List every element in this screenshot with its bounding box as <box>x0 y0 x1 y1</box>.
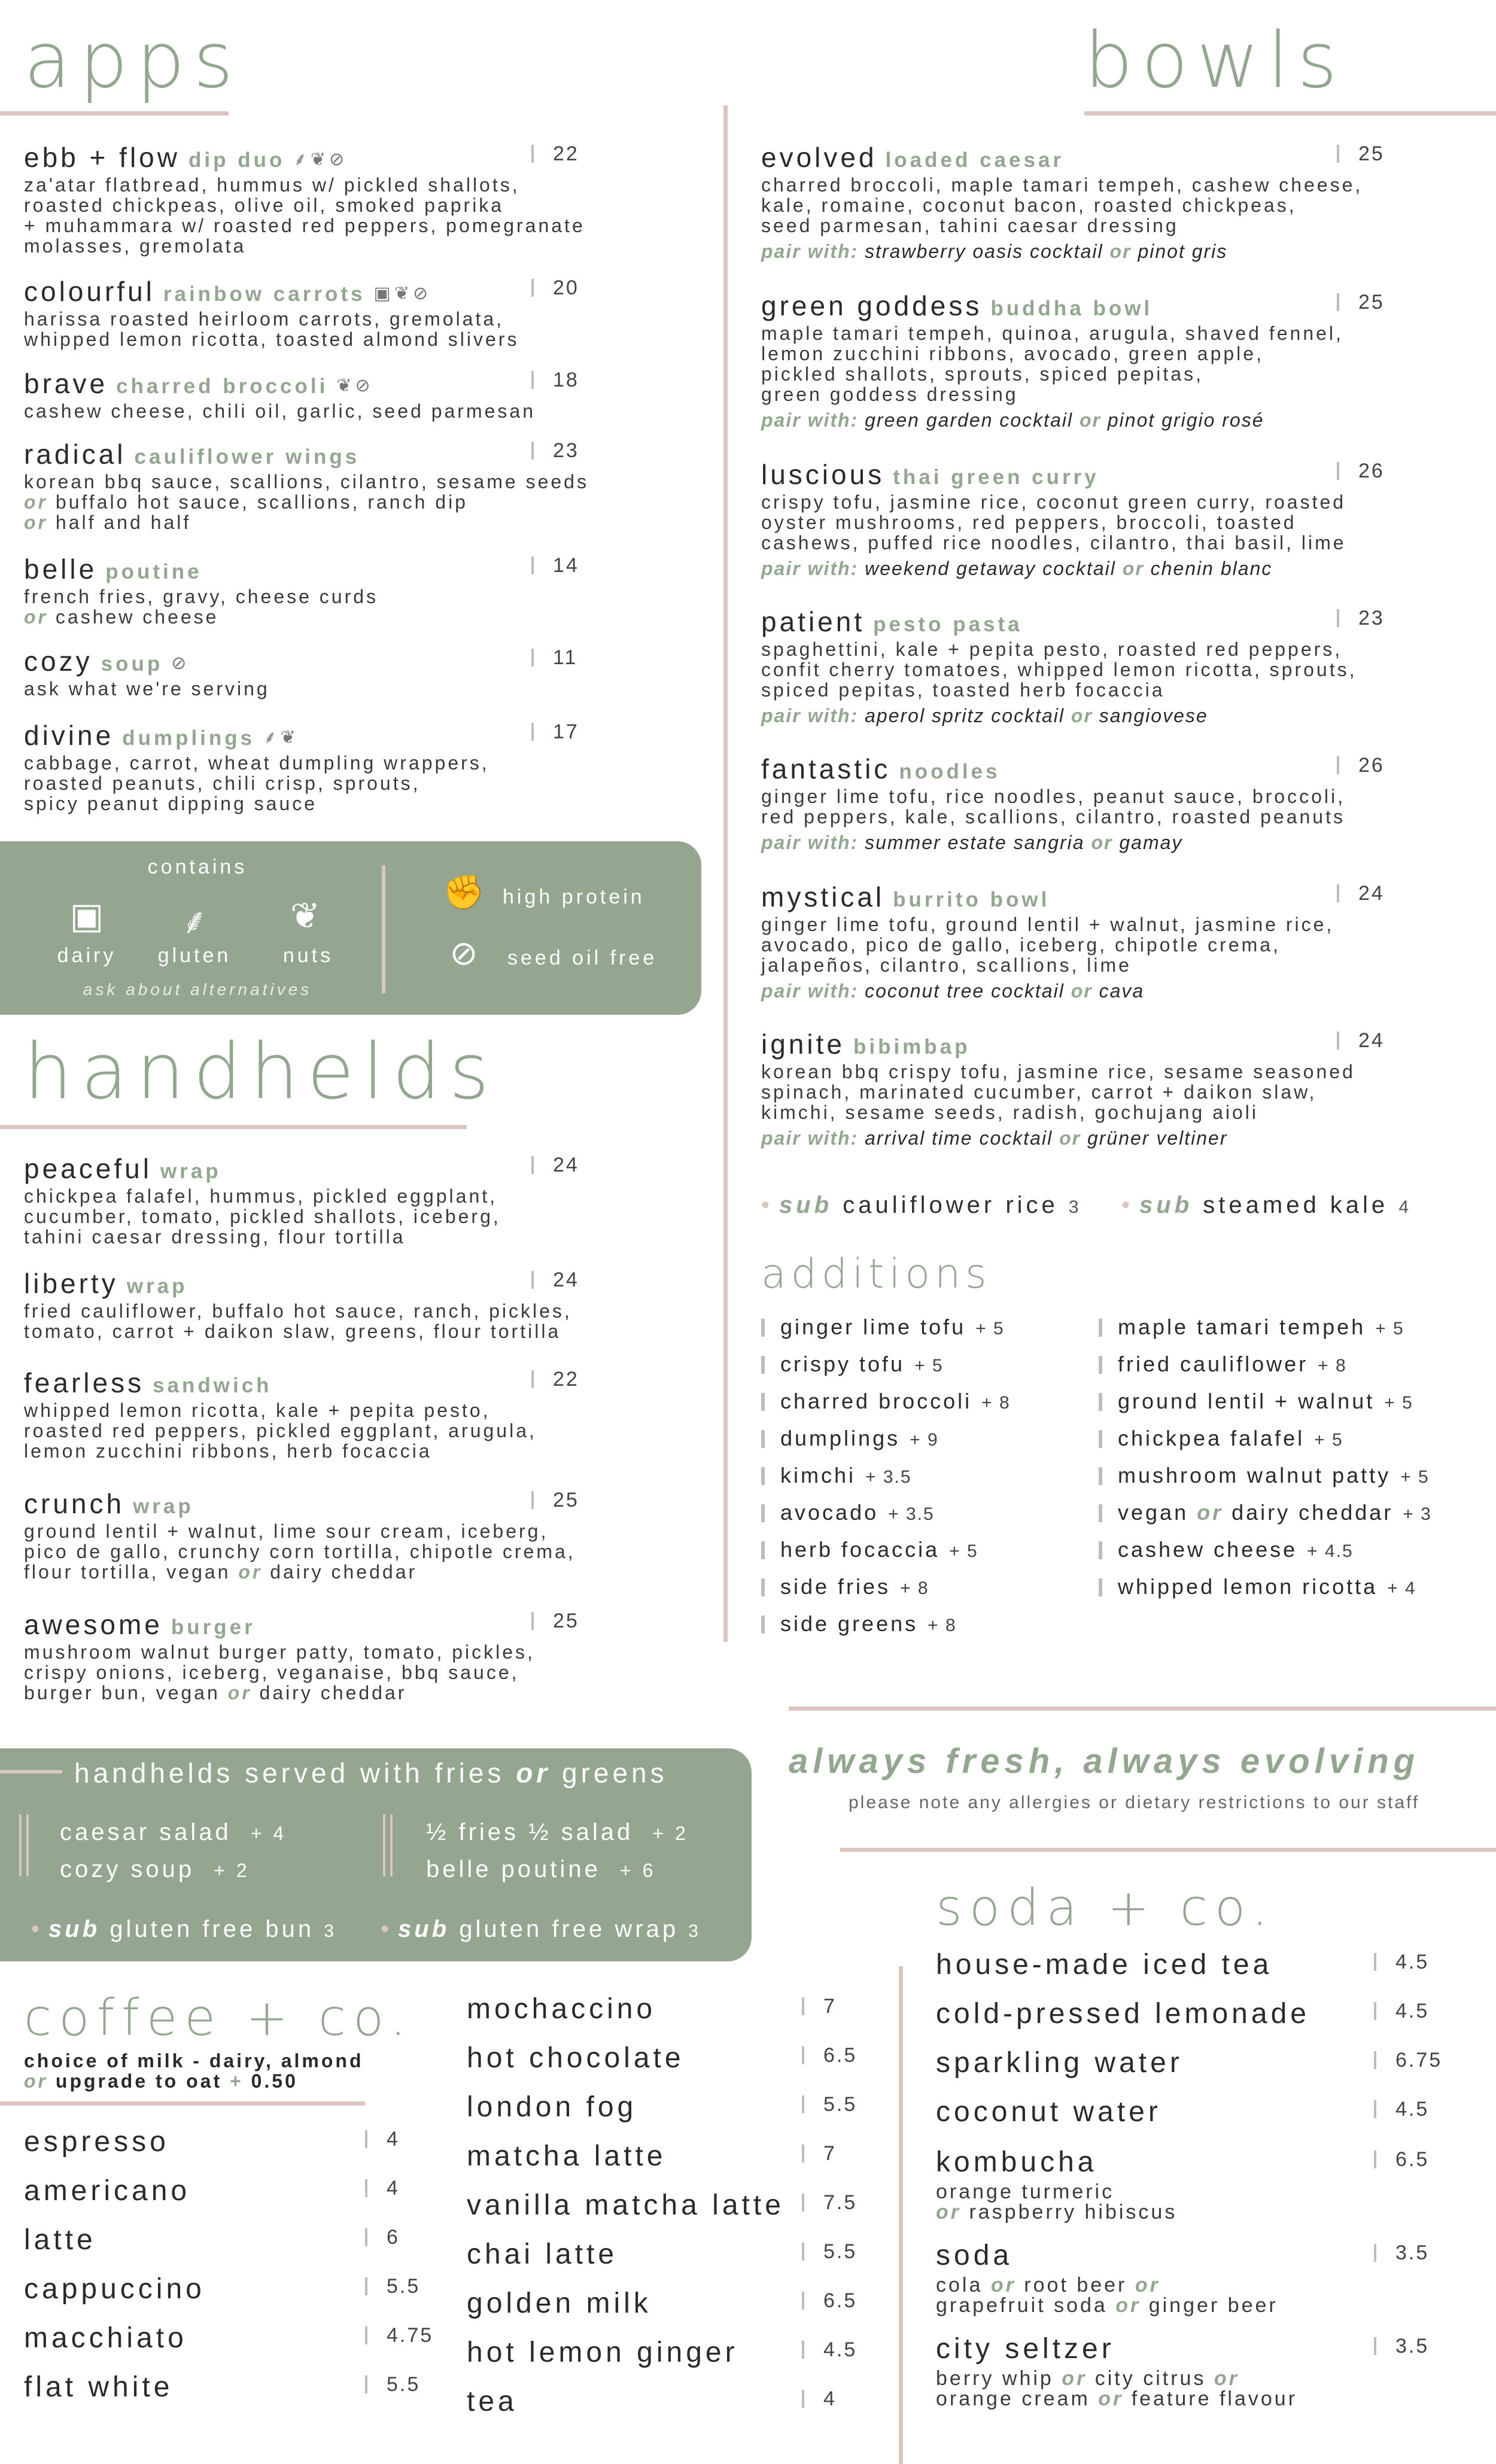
bowls-item-price: 24 <box>1337 884 1385 902</box>
addition-item: side fries + 8 <box>761 1574 1096 1611</box>
apps-item-description: cashew cheese, chili oil, garlic, seed parmesan <box>24 400 536 422</box>
addition-item: side greens + 8 <box>761 1611 1096 1648</box>
bowls-item-price: 26 <box>1337 462 1385 480</box>
addition-item: maple tamari tempeh + 5 <box>1099 1314 1482 1351</box>
coffee-item: flat white 5.5 <box>24 2371 421 2403</box>
coffee-item: chai latte 5.5 <box>467 2238 858 2270</box>
served-with-post: greens <box>561 1757 668 1788</box>
coffee-upgrade-note: or upgrade to oat + 0.50 <box>24 2070 298 2092</box>
served-sub-wrap: • sub gluten free wrap 3 <box>381 1916 701 1942</box>
bowls-item <box>761 753 1479 854</box>
legend-dairy-label: dairy <box>57 944 117 967</box>
bowls-item <box>761 881 1479 1002</box>
bowls-item-price: 25 <box>1337 145 1385 163</box>
tagline-bottom-rule <box>840 1848 1496 1852</box>
bowls-item-pairing: pair with: strawberry oasis cocktail or pinot gris <box>761 241 1228 262</box>
soda-divider <box>899 1966 903 2464</box>
addition-item: ground lentil + walnut + 5 <box>1099 1388 1482 1425</box>
bowls-item-subtitle: noodles <box>899 760 1001 783</box>
handhelds-item-subtitle: sandwich <box>153 1374 272 1397</box>
bowls-item <box>761 458 1479 580</box>
additions-right-column <box>1099 1314 1482 1611</box>
apps-title: apps <box>24 16 242 105</box>
bowls-item-subtitle: bibimbap <box>853 1035 971 1058</box>
apps-item <box>24 275 682 349</box>
bowls-item-description: ginger lime tofu, rice noodles, peanut sauce, broccoli, red peppers, kale, scallions, cilantro, roasted peanuts <box>761 786 1345 828</box>
bowls-item-subtitle: pesto pasta <box>873 613 1023 636</box>
served-right-bar <box>383 1814 393 1876</box>
coffee-item: americano 4 <box>24 2175 400 2207</box>
addition-item: chickpea falafel + 5 <box>1099 1425 1482 1462</box>
bowls-item <box>761 290 1479 431</box>
additions-left-column <box>761 1314 1096 1648</box>
handhelds-item-description: fried cauliflower, buffalo hot sauce, ranch, pickles, tomato, carrot + daikon slaw, greens, flour tortilla <box>24 1300 572 1342</box>
bowls-item <box>761 141 1479 263</box>
handhelds-item <box>24 1152 682 1247</box>
apps-item-name: belle <box>24 553 98 585</box>
coffee-item: hot chocolate 6.5 <box>467 2042 858 2074</box>
addition-item: mushroom walnut patty + 5 <box>1099 1462 1482 1499</box>
handhelds-item-description: mushroom walnut burger patty, tomato, pickles, crispy onions, iceberg, veganaise, bbq sauce, burger bun, vegan or dairy cheddar <box>24 1641 535 1703</box>
bowls-sub-kale: • sub steamed kale 4 <box>1121 1192 1412 1218</box>
coffee-item: latte 6 <box>24 2224 400 2256</box>
nuts-icon: ❦ <box>394 284 413 303</box>
served-left-bar <box>19 1814 29 1876</box>
addition-item: fried cauliflower + 8 <box>1099 1351 1482 1388</box>
served-with-heading <box>74 1757 668 1789</box>
addition-item: vegan or dairy cheddar + 3 <box>1099 1499 1482 1537</box>
bowls-item-subtitle: loaded caesar <box>885 148 1065 172</box>
bowls-item-subtitle: burrito bowl <box>893 888 1050 911</box>
apps-item-subtitle: poutine <box>105 560 202 583</box>
apps-item <box>24 719 682 814</box>
addition-item: avocado + 3.5 <box>761 1499 1096 1537</box>
handhelds-item-subtitle: wrap <box>160 1160 221 1183</box>
legend-nuts-label: nuts <box>282 944 334 967</box>
addition-item: herb focaccia + 5 <box>761 1537 1096 1574</box>
seed-oil-free-icon: ⊘ <box>171 653 190 673</box>
seed-oil-free-icon: ⊘ <box>355 376 374 396</box>
dairy-icon: ▣ <box>69 896 104 936</box>
apps-item-description: french fries, gravy, cheese curds or cashew cheese <box>24 586 379 628</box>
legend-gluten-label: gluten <box>157 944 232 967</box>
served-with-accent <box>0 1770 62 1774</box>
addition-item: crispy tofu + 5 <box>761 1351 1096 1388</box>
apps-item-price: 22 <box>531 145 579 163</box>
addition-item: kimchi + 3.5 <box>761 1462 1096 1499</box>
apps-item-price: 11 <box>531 649 577 667</box>
coffee-item: london fog 5.5 <box>467 2091 858 2123</box>
coffee-item: espresso 4 <box>24 2126 400 2158</box>
handhelds-title: handhelds <box>24 1027 498 1117</box>
served-with-or: or <box>516 1757 551 1788</box>
addition-item: ginger lime tofu + 5 <box>761 1314 1096 1351</box>
bowls-item-price: 24 <box>1337 1032 1385 1050</box>
apps-item-price: 23 <box>531 442 579 460</box>
apps-item-subtitle: cauliflower wings <box>134 445 360 469</box>
served-option-poutine: belle poutine + 6 <box>426 1856 656 1882</box>
bowls-sub-cauliflower: • sub cauliflower rice 3 <box>761 1192 1083 1218</box>
handhelds-item-name: liberty <box>24 1268 118 1299</box>
bowls-item-subtitle: thai green curry <box>893 466 1099 489</box>
apps-item-description: ask what we're serving <box>24 678 270 699</box>
handhelds-item-subtitle: wrap <box>126 1274 188 1298</box>
handhelds-item <box>24 1267 682 1341</box>
soda-item: sparkling water 6.75 <box>936 2047 1443 2079</box>
apps-item <box>24 553 682 627</box>
handhelds-item-price: 22 <box>531 1370 579 1388</box>
seed-oil-free-icon: ⊘ <box>412 284 432 303</box>
soda-title: soda + co. <box>936 1878 1275 1937</box>
dairy-icon: ▣ <box>373 284 394 303</box>
apps-item-name: radical <box>24 439 126 470</box>
apps-item-description: harissa roasted heirloom carrots, gremolata, whipped lemon ricotta, toasted almond slivers <box>24 308 519 350</box>
handhelds-item-price: 25 <box>531 1612 579 1630</box>
bowls-item-name: patient <box>761 606 865 637</box>
handhelds-item <box>24 1367 682 1461</box>
coffee-milk-note: choice of milk - dairy, almond <box>24 2050 364 2071</box>
bowls-item-pairing: pair with: coconut tree cocktail or cava <box>761 980 1145 1002</box>
additions-title: additions <box>761 1251 992 1298</box>
bowls-item-description: ginger lime tofu, ground lentil + walnut, jasmine rice, avocado, pico de gallo, iceberg, chipotle crema, jalapeños, cilantro, scallions, lime <box>761 914 1334 976</box>
tagline-top-rule <box>789 1706 1496 1711</box>
bowls-item-description: charred broccoli, maple tamari tempeh, cashew cheese, kale, romaine, coconut bacon, roasted chickpeas, seed parmesan, tahini caesar dressing <box>761 174 1363 236</box>
nuts-icon: ❦ <box>290 896 321 936</box>
coffee-item: golden milk 6.5 <box>467 2287 858 2319</box>
coffee-item: hot lemon ginger 4.5 <box>467 2337 858 2368</box>
bowls-item-name: luscious <box>761 459 885 490</box>
seed-oil-free-icon: ⊘ <box>449 934 478 972</box>
bowls-item-pairing: pair with: arrival time cocktail or grüner veltiner <box>761 1127 1228 1149</box>
addition-item: cashew cheese + 4.5 <box>1099 1537 1482 1574</box>
apps-item-subtitle: dip duo <box>188 148 285 172</box>
apps-item-name: cozy <box>24 646 93 677</box>
handhelds-item-subtitle: wrap <box>133 1495 194 1518</box>
bowls-item-pairing: pair with: green garden cocktail or pinot grigio rosé <box>761 409 1264 431</box>
bowls-item-description: crispy tofu, jasmine rice, coconut green curry, roasted oyster mushrooms, red peppers, broccoli, toasted cashews, puffed rice noodles, cilantro, thai basil, lime <box>761 491 1346 553</box>
coffee-item: vanilla matcha latte 7.5 <box>467 2189 858 2221</box>
apps-item-description: za'atar flatbread, hummus w/ pickled shallots, roasted chickpeas, olive oil, smoked paprika + muhammara w/ roasted red peppers, pomegranate molasses, gremolata <box>24 174 585 257</box>
bowls-item-pairing: pair with: aperol spritz cocktail or sangiovese <box>761 705 1208 726</box>
bowls-item-price: 26 <box>1337 756 1385 774</box>
apps-item-price: 20 <box>531 279 579 297</box>
soda-soda: soda 3.5 cola or root beer or grapefruit soda or ginger beer <box>936 2240 1430 2317</box>
nuts-icon: ❦ <box>336 376 355 396</box>
handhelds-item <box>24 1487 682 1582</box>
coffee-item: tea 4 <box>467 2386 837 2417</box>
addition-item: whipped lemon ricotta + 4 <box>1099 1574 1482 1611</box>
served-option-half: ½ fries ½ salad + 2 <box>426 1819 689 1845</box>
bowls-item-pairing: pair with: summer estate sangria or gamay <box>761 832 1183 853</box>
bowls-item-name: evolved <box>761 142 877 173</box>
coffee-item: cappuccino 5.5 <box>24 2273 421 2305</box>
addition-item: dumplings + 9 <box>761 1425 1096 1462</box>
handhelds-item-name: peaceful <box>24 1153 152 1184</box>
apps-item-subtitle: rainbow carrots <box>163 282 366 306</box>
apps-item <box>24 141 682 256</box>
bowls-item-name: fantastic <box>761 753 891 784</box>
handhelds-item-name: crunch <box>24 1488 125 1519</box>
soda-city-seltzer: city seltzer 3.5 berry whip or city citrus or orange cream or feature flavour <box>936 2333 1430 2410</box>
gluten-icon: ⸙ <box>293 150 311 169</box>
handhelds-item-price: 24 <box>531 1156 579 1174</box>
apps-item-description: cabbage, carrot, wheat dumpling wrappers, roasted peanuts, chili crisp, sprouts, spicy peanut dipping sauce <box>24 752 489 814</box>
allergen-legend <box>0 841 701 1015</box>
bowls-title-rule <box>1084 111 1496 115</box>
served-option-soup: cozy soup + 2 <box>60 1856 250 1882</box>
served-option-caesar: caesar salad + 4 <box>60 1819 287 1845</box>
soda-kombucha: kombucha 6.5 orange turmeric or raspberry hibiscus <box>936 2146 1430 2223</box>
high-protein-icon: ✊ <box>443 873 485 911</box>
bowls-item-name: mystical <box>761 881 885 912</box>
bowls-item-description: spaghettini, kale + pepita pesto, roasted red peppers, confit cherry tomatoes, whipped lemon ricotta, sprouts, spiced pepitas, toasted herb focaccia <box>761 638 1357 701</box>
handhelds-title-rule <box>0 1125 467 1129</box>
gluten-icon: ⸙ <box>263 728 281 747</box>
apps-item-price: 17 <box>531 723 579 741</box>
handhelds-item-subtitle: burger <box>171 1616 256 1639</box>
legend-contains-label: contains <box>147 856 248 878</box>
coffee-item: macchiato 4.75 <box>24 2322 434 2354</box>
legend-high-protein-label: high protein <box>503 886 645 908</box>
bowls-item-price: 23 <box>1337 609 1385 627</box>
bowls-item-name: ignite <box>761 1029 845 1060</box>
handhelds-item-price: 25 <box>531 1491 579 1509</box>
apps-item-description: korean bbq sauce, scallions, cilantro, sesame seeds or buffalo hot sauce, scallions, ranch dip or half and half <box>24 471 589 533</box>
apps-item-price: 18 <box>531 371 579 389</box>
nuts-icon: ❦ <box>280 728 299 747</box>
bowls-item <box>761 606 1479 727</box>
apps-title-rule <box>0 111 229 115</box>
bowls-title: bowls <box>1084 16 1346 105</box>
apps-item <box>24 438 682 533</box>
bowls-item-price: 25 <box>1337 293 1385 311</box>
coffee-title: coffee + co. <box>24 1988 413 2047</box>
coffee-item: matcha latte 7 <box>467 2140 837 2172</box>
apps-item <box>24 367 682 421</box>
handhelds-item-name: awesome <box>24 1609 163 1640</box>
apps-item-subtitle: charred broccoli <box>116 375 329 398</box>
nuts-icon: ❦ <box>310 150 329 169</box>
soda-item: cold-pressed lemonade 4.5 <box>936 1998 1430 2030</box>
served-with-panel <box>0 1748 752 1961</box>
center-divider <box>723 105 728 1642</box>
addition-item: charred broccoli + 8 <box>761 1388 1096 1425</box>
handhelds-item <box>24 1608 682 1703</box>
bowls-item-description: maple tamari tempeh, quinoa, arugula, shaved fennel, lemon zucchini ribbons, avocado, green apple, pickled shallots, sprouts, spiced pepitas, green goddess dressing <box>761 323 1343 405</box>
handhelds-item-description: whipped lemon ricotta, kale + pepita pesto, roasted red peppers, pickled eggplant, arugula, lemon zucchini ribbons, herb focaccia <box>24 1400 537 1462</box>
legend-ask-note: ask about alternatives <box>83 980 312 999</box>
apps-item-name: ebb + flow <box>24 142 180 173</box>
handhelds-item-description: ground lentil + walnut, lime sour cream, iceberg, pico de gallo, crunchy corn tortilla, chipotle crema, flour tortilla, vegan or dairy cheddar <box>24 1520 576 1583</box>
bowls-item <box>761 1028 1479 1149</box>
coffee-item: mochaccino 7 <box>467 1993 837 2025</box>
handhelds-item-description: chickpea falafel, hummus, pickled eggplant, cucumber, tomato, pickled shallots, iceberg, tahini caesar dressing, flour tortilla <box>24 1185 501 1248</box>
apps-item-price: 14 <box>531 556 579 574</box>
bowls-item-subtitle: buddha bowl <box>990 297 1153 320</box>
apps-item <box>24 645 682 699</box>
legend-divider <box>382 865 385 993</box>
apps-item-subtitle: soup <box>101 652 163 676</box>
legend-seed-oil-free-label: seed oil free <box>507 947 658 969</box>
bowls-item-pairing: pair with: weekend getaway cocktail or chenin blanc <box>761 558 1273 579</box>
served-with-pre: handhelds served with fries <box>74 1757 505 1788</box>
apps-item-subtitle: dumplings <box>122 726 256 750</box>
bowls-item-description: korean bbq crispy tofu, jasmine rice, sesame seasoned spinach, marinated cucumber, carrot + daikon slaw, kimchi, sesame seeds, radish, gochujang aioli <box>761 1061 1355 1123</box>
apps-item-name: brave <box>24 368 108 399</box>
soda-item: house-made iced tea 4.5 <box>936 1949 1430 1981</box>
handhelds-item-price: 24 <box>531 1271 579 1289</box>
apps-item-name: divine <box>24 720 114 751</box>
bowls-item-name: green goddess <box>761 290 983 321</box>
tagline-note: please note any allergies or dietary restrictions to our staff <box>849 1793 1420 1812</box>
soda-item: coconut water 4.5 <box>936 2096 1430 2128</box>
served-sub-bun: • sub gluten free bun 3 <box>31 1916 337 1942</box>
coffee-title-rule <box>0 2101 365 2106</box>
tagline-main: always fresh, always evolving <box>789 1742 1420 1781</box>
gluten-icon: ⸙ <box>181 901 208 941</box>
handhelds-item-name: fearless <box>24 1367 145 1398</box>
apps-item-name: colourful <box>24 276 155 307</box>
seed-oil-free-icon: ⊘ <box>329 150 348 169</box>
